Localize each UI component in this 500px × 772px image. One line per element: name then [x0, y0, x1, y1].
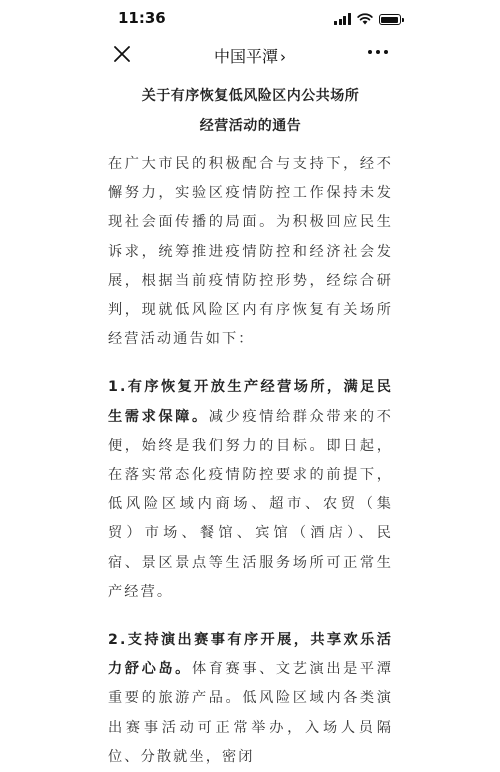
item-2-heading: 2.支持演出赛事有序开展，共享欢乐活力舒心岛。 [108, 632, 393, 678]
more-icon[interactable] [368, 49, 388, 55]
item-1-heading: 1.有序恢复开放生产经营场所，满足民生需求保障。 [108, 379, 393, 425]
nav-bar [0, 36, 500, 74]
chevron-right-icon: › [280, 48, 286, 66]
article-title-line-2: 经营活动的通告 [199, 118, 302, 134]
article-content [108, 82, 393, 772]
item-2-body: 体育赛事、文艺演出是平潭重要的旅游产品。低风险区域内各类演出赛事活动可正常举办，入场人员隔位、分散就坐，密闭 [108, 661, 393, 765]
article-title-line-1: 关于有序恢复低风险区内公共场所 [141, 88, 360, 104]
wifi-icon [357, 13, 373, 25]
signal-icon [334, 13, 351, 25]
item-1-body: 减少疫情给群众带来的不便，始终是我们努力的目标。即日起，在落实常态化疫情防控要求的前提下，低风险区域内商场、超市、农贸（集贸）市场、餐馆、宾馆（酒店）、民宿、景区景点等生活服务场所可正常生产经营。 [108, 408, 393, 600]
item-1-paragraph [108, 373, 393, 607]
status-icons [334, 11, 401, 25]
status-bar [0, 0, 500, 36]
account-name: 中国平潭 [213, 47, 278, 66]
status-time: 11:36 [118, 9, 166, 27]
account-title[interactable] [0, 44, 500, 67]
intro-paragraph: 在广大市民的积极配合与支持下，经不懈努力，实验区疫情防控工作保持未发现社会面传播的局面。为积极回应民生诉求，统筹推进疫情防控和经济社会发展，根据当前疫情防控形势，经综合研判，现就低风险区内有序恢复有关场所经营活动通告如下： [108, 156, 393, 348]
item-2-paragraph [108, 626, 393, 772]
battery-icon [379, 14, 401, 25]
